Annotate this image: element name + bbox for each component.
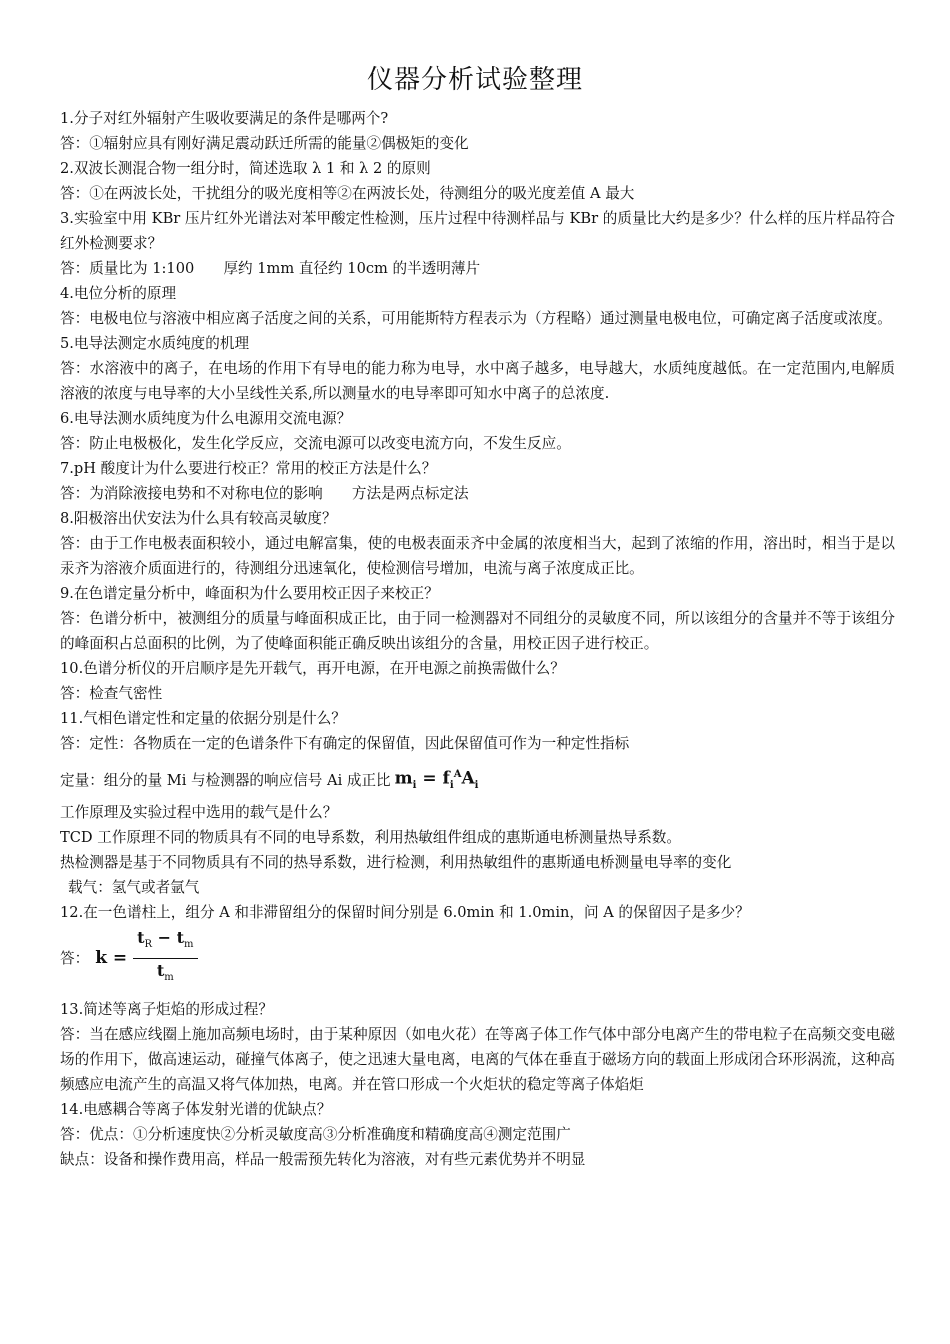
den-m-sub: m — [164, 971, 174, 983]
num-t: t — [137, 928, 145, 948]
question-4: 4.电位分析的原理 — [60, 285, 177, 302]
question-10: 10.色谱分析仪的开启顺序是先开载气，再开电源，在开电源之前换需做什么？ — [60, 660, 565, 677]
formula-m: m — [394, 768, 413, 789]
question-3: 3.实验室中用 KBr 压片红外光谱法对苯甲酸定性检测，压片过程中待测样品与 KBr 的质量比大约是多少？什么样的压片样品符合红外检测要求？ — [60, 210, 895, 252]
answer-11-quantitative: 定量：组分的量 Mi 与检测器的响应信号 Ai 成正比 — [60, 771, 391, 789]
answer-5: 答：水溶液中的离子，在电场的作用下有导电的能力称为电导，水中离子越多，电导越大，水质纯度越低。在一定范围内,电解质溶液的浓度与电导率的大小呈线性关系,所以测量水的电导率即可知水中离子的总浓度. — [60, 360, 895, 402]
answer-12-row — [60, 929, 895, 987]
answer-12-prefix: 答： — [60, 949, 90, 967]
num-m-sub: m — [184, 939, 194, 951]
num-r-sub: R — [144, 939, 153, 951]
formula-f-sub: i — [449, 780, 454, 792]
question-11: 11.气相色谱定性和定量的依据分别是什么？ — [60, 710, 346, 727]
num-minus-t: − t — [152, 928, 185, 948]
answer-2: 答：①在两波长处，干扰组分的吸光度相等②在两波长处，待测组分的吸光度差值 A 最大 — [60, 185, 635, 202]
formula-m-sub: i — [412, 780, 417, 792]
formula-f-sup: A — [453, 769, 462, 780]
formula-f: = f — [416, 768, 450, 789]
question-14: 14.电感耦合等离子体发射光谱的优缺点？ — [60, 1101, 332, 1119]
question-13: 13.简述等离子炬焰的形成过程？ — [60, 1001, 273, 1019]
answer-9: 答：色谱分析中，被测组分的质量与峰面积成正比，由于同一检测器对不同组分的灵敏度不同，所以该组分的含量并不等于该组分的峰面积占总面积的比例，为了使峰面积能正确反映出该组分的含量，用校正因子进行校正。 — [60, 610, 895, 652]
answer-11-quantitative-row — [60, 762, 895, 798]
question-7: 7.pH 酸度计为什么要进行校正？常用的校正方法是什么？ — [60, 460, 437, 477]
answer-14-advantages: 答：优点：①分析速度快②分析灵敏度高③分析准确度和精确度高④测定范围广 — [60, 1126, 571, 1144]
answer-6: 答：防止电极极化，发生化学反应，交流电源可以改变电流方向，不发生反应。 — [60, 435, 571, 452]
fraction-numerator — [133, 928, 197, 958]
question-12: 12.在一色谱柱上，组分 A 和非滞留组分的保留时间分别是 6.0min 和 1.0min，问 A 的保留因子是多少？ — [60, 904, 750, 922]
formula-a-sub: i — [474, 780, 479, 792]
answer-7: 答：为消除液接电势和不对称电位的影响 方法是两点标定法 — [60, 485, 469, 502]
question-8: 8.阳极溶出伏安法为什么具有较高灵敏度？ — [60, 510, 337, 527]
document-body — [60, 106, 895, 1172]
answer-11b-3: 载气：氢气或者氩气 — [68, 879, 200, 897]
document-title: 仪器分析试验整理 — [366, 65, 583, 95]
retention-factor-fraction — [133, 928, 197, 987]
answer-14-disadvantages: 缺点：设备和操作费用高，样品一般需预先转化为溶液，对有些元素优势并不明显 — [60, 1151, 586, 1169]
answer-11b-2: 热检测器是基于不同物质具有不同的热导系数，进行检测，利用热敏组件的惠斯通电桥测量电导率的变化 — [60, 854, 732, 872]
fraction-denominator — [157, 959, 174, 988]
answer-13: 答：当在感应线圈上施加高频电场时，由于某种原因（如电火花）在等离子体工作气体中部分电离产生的带电粒子在高频交变电磁场的作用下，做高速运动，碰撞气体离子，使之迅速大量电离，电离的气体在垂直于磁场方向的载面上形成闭合环形涡流，这种高频感应电流产生的高温又将气体加热，电离。并在管口形成一个火炬状的稳定等离子体焰炬 — [60, 1026, 895, 1094]
formula-a: A — [461, 768, 475, 789]
answer-11b-1: TCD 工作原理不同的物质具有不同的电导系数，利用热敏组件组成的惠斯通电桥测量热导系数。 — [60, 829, 681, 847]
answer-8: 答：由于工作电极表面积较小，通过电解富集，使的电极表面汞齐中金属的浓度相当大，起到了浓缩的作用，溶出时，相当于是以汞齐为溶液介质面进行的，待测组分迅速氧化，使检测信号增加，电流与离子浓度成正比。 — [60, 535, 895, 577]
answer-11-qualitative: 答：定性：各物质在一定的色谱条件下有确定的保留值，因此保留值可作为一种定性指标 — [60, 735, 630, 752]
question-5: 5.电导法测定水质纯度的机理 — [60, 335, 250, 352]
answer-4: 答：电极电位与溶液中相应离子活度之间的关系，可用能斯特方程表示为（方程略）通过测量电极电位，可确定离子活度或浓度。 — [60, 310, 892, 327]
question-2: 2.双波长测混合物一组分时，简述选取 λ 1 和 λ 2 的原则 — [60, 160, 431, 177]
retention-factor-k: k = — [95, 947, 128, 968]
answer-10: 答：检查气密性 — [60, 685, 163, 702]
quantitation-formula — [395, 762, 479, 798]
question-1: 1.分子对红外辐射产生吸收要满足的条件是哪两个? — [60, 110, 389, 127]
den-t: t — [156, 960, 165, 980]
question-11b: 工作原理及实验过程中选用的载气是什么？ — [60, 804, 338, 822]
question-9: 9.在色谱定量分析中，峰面积为什么要用校正因子来校正？ — [60, 585, 439, 602]
answer-3: 答：质量比为 1:100 厚约 1mm 直径约 10cm 的半透明薄片 — [60, 260, 481, 277]
question-6: 6.电导法测水质纯度为什么电源用交流电源？ — [60, 410, 352, 427]
answer-1: 答：①辐射应具有刚好满足震动跃迁所需的能量②偶极矩的变化 — [60, 135, 469, 152]
